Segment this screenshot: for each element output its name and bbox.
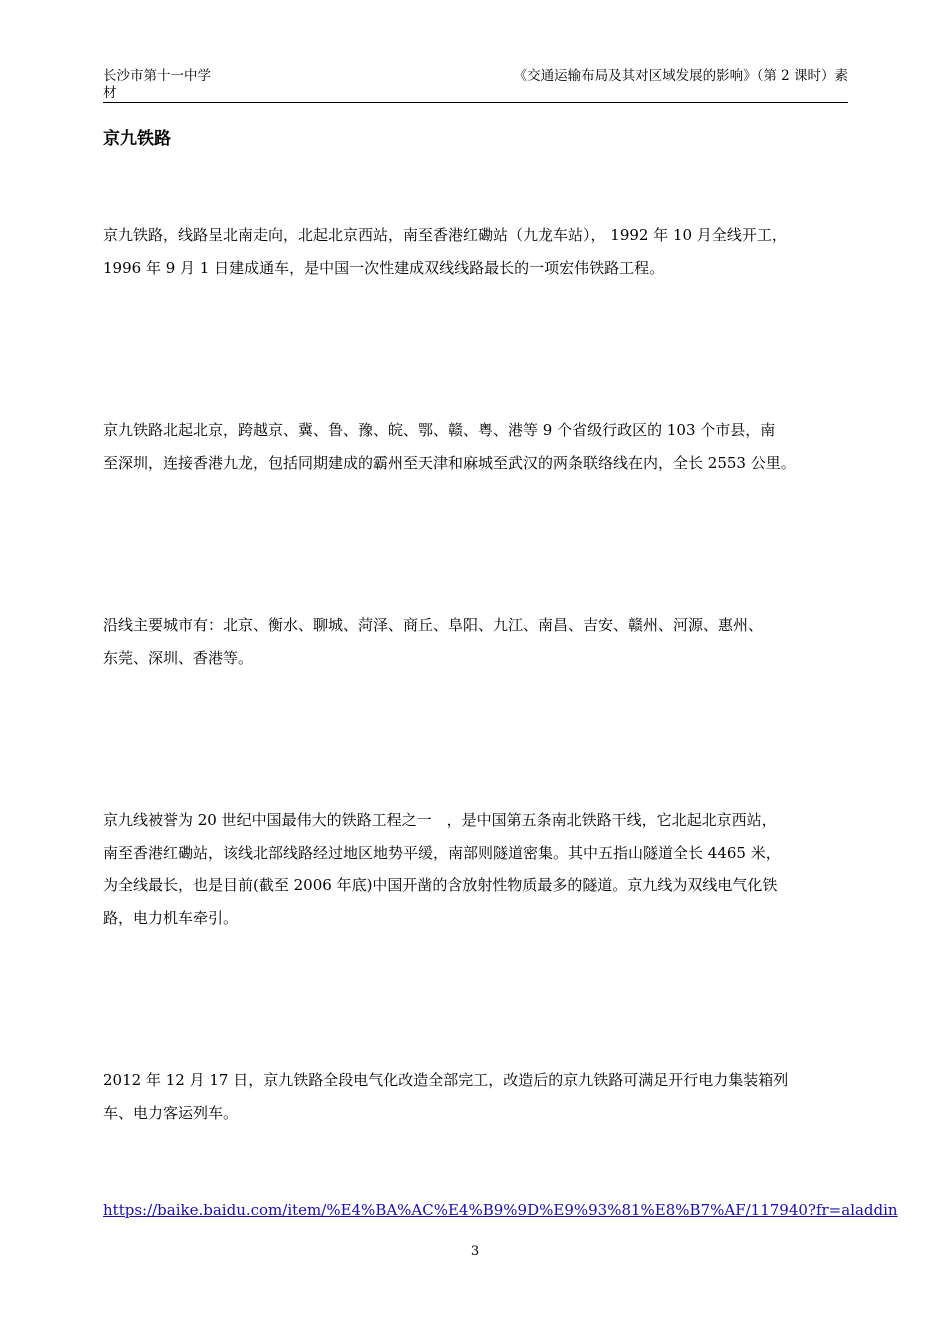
- paragraph-route: [103, 349, 863, 544]
- paragraph-line: 南至香港红磡站，该线北部线路经过地区地势平缓，南部则隧道密集。其中五指山隧道全长 4465 米，: [103, 843, 781, 862]
- paragraph-line: 2012 年 12 月 17 日，京九铁路全段电气化改造全部完工，改造后的京九铁路可满足开行电力集装箱列: [103, 1071, 789, 1089]
- source-link[interactable]: https://baike.baidu.com/item/%E4%BA%AC%E4%B9%9D%E9%93%81%E8%B7%AF/117940?fr=aladdin: [103, 1201, 898, 1219]
- paragraph-line: 京九线被誉为 20 世纪中国最伟大的铁路工程之一 ，是中国第五条南北铁路干线，它北起北京西站，: [103, 811, 777, 829]
- paragraph-line: 京九铁路北起北京，跨越京、冀、鲁、豫、皖、鄂、赣、粤、港等 9 个省级行政区的 103 个市县，南: [103, 421, 776, 439]
- header-lesson-title: 《交通运输布局及其对区域发展的影响》（第 2 课时）素: [513, 68, 848, 84]
- paragraph-line: 沿线主要城市有：北京、衡水、聊城、菏泽、商丘、阜阳、九江、南昌、吉安、赣州、河源、惠州、: [103, 616, 764, 634]
- paragraph-line: 1996 年 9 月 1 日建成通车，是中国一次性建成双线线路最长的一项宏伟铁路工程。: [103, 258, 665, 277]
- paragraph-cities: [103, 544, 863, 739]
- header-left-line-1: 长沙市第十一中学: [103, 68, 211, 84]
- page-number: 3: [470, 1244, 480, 1259]
- paragraph-line: 京九铁路，线路呈北南走向，北起北京西站，南至香港红磡站（九龙车站）， 1992 年 10 月全线开工，: [103, 226, 787, 244]
- header-school-name: [103, 68, 211, 102]
- paragraph-electrification: [103, 999, 863, 1194]
- paragraph-overview: [103, 154, 863, 349]
- header-left-line-2: 材: [103, 85, 117, 101]
- paragraph-line: 至深圳，连接香港九龙，包括同期建成的霸州至天津和麻城至武汉的两条联络线在内，全长 2553 公里。: [103, 453, 796, 472]
- article-body: [103, 124, 898, 1227]
- page-header: [103, 68, 848, 103]
- article-title: 京九铁路: [103, 129, 171, 149]
- paragraph-line: 东莞、深圳、香港等。: [103, 648, 254, 667]
- paragraph-line: 路，电力机车牵引。: [103, 908, 239, 927]
- paragraph-significance: [103, 739, 863, 999]
- paragraph-line: 车、电力客运列车。: [103, 1103, 239, 1122]
- paragraph-line: 为全线最长，也是目前(截至 2006 年底)中国开凿的含放射性物质最多的隧道。京九线为双线电气化铁: [103, 876, 778, 894]
